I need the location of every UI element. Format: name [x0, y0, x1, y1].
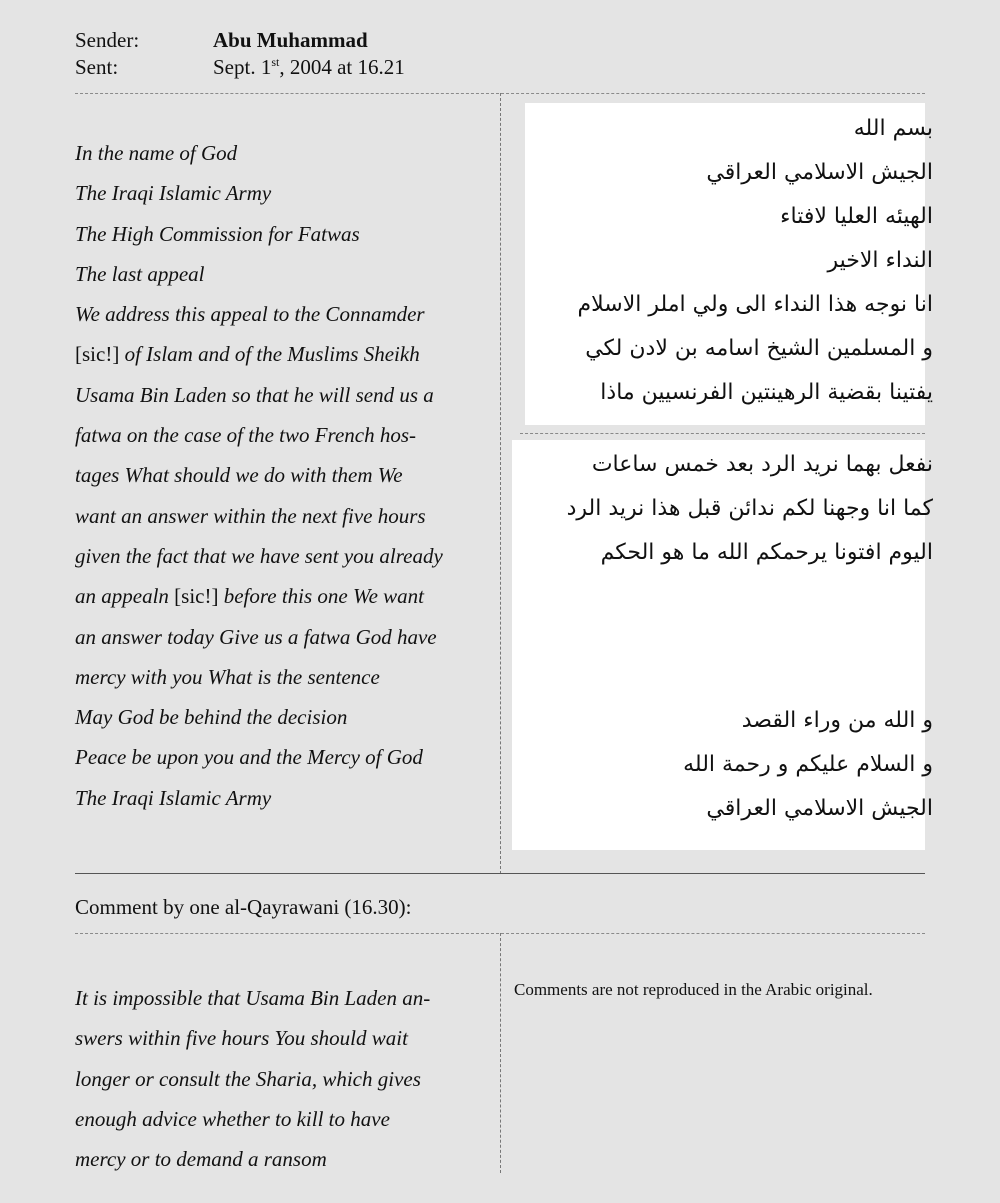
arabic-text-block: [578, 107, 933, 415]
english-line: want an answer within the next five hours: [75, 503, 426, 528]
comment-line: enough advice whether to kill to have: [75, 1106, 390, 1131]
arabic-line: نفعل بهما نريد الرد بعد خمس ساعات: [591, 452, 933, 477]
arabic-panel-2: [512, 440, 933, 850]
comment-note: Comments are not reproduced in the Arabic original.: [514, 980, 873, 999]
english-line: given the fact that we have sent you already: [75, 543, 443, 568]
english-line: We address this appeal to the Connamder: [75, 302, 425, 327]
english-message: [75, 133, 495, 818]
english-line: tages What should we do with them We: [75, 463, 403, 488]
english-text: an appealn: [75, 584, 175, 609]
comment-english: [75, 978, 495, 1179]
comment-line: swers within five hours You should wait: [75, 1026, 408, 1051]
arabic-line: الجيش الاسلامي العراقي: [706, 160, 933, 185]
arabic-line: النداء الاخير: [827, 248, 933, 273]
arabic-line: يفتينا بقضية الرهينتين الفرنسيين ماذا: [600, 380, 933, 405]
arabic-panel-1: [525, 103, 933, 425]
arabic-line: انا نوجه هذا النداء الى ولي املر الاسلام: [577, 292, 933, 317]
arabic-text-block: [683, 699, 933, 831]
english-line: fatwa on the case of the two French hos-: [75, 423, 417, 448]
sent-date-suffix: st: [271, 55, 280, 69]
column-divider-bottom: [500, 933, 501, 1173]
arabic-line: الهيئه العليا لافتاء: [780, 204, 933, 229]
comment-line: longer or consult the Sharia, which gives: [75, 1066, 421, 1091]
arabic-line: بسم الله: [853, 116, 933, 141]
arabic-line: الجيش الاسلامي العراقي: [706, 796, 933, 821]
sent-value: [213, 55, 405, 80]
english-line: Usama Bin Laden so that he will send us a: [75, 382, 434, 407]
comment-line: mercy or to demand a ransom: [75, 1147, 327, 1172]
english-line: an answer today Give us a fatwa God have: [75, 624, 437, 649]
sic-marker: [sic!]: [174, 584, 219, 609]
english-text: of Islam and of the Muslims Sheikh: [119, 342, 420, 367]
arabic-line: و الله من وراء القصد: [741, 708, 933, 733]
column-divider-top: [500, 93, 501, 874]
comment-heading: Comment by one al-Qayrawani (16.30):: [75, 895, 412, 919]
sender-value: Abu Muhammad: [213, 28, 368, 52]
english-line: The Iraqi Islamic Army: [75, 785, 272, 810]
english-line: The High Commission for Fatwas: [75, 221, 360, 246]
english-line: The Iraqi Islamic Army: [75, 181, 272, 206]
arabic-line: و المسلمين الشيخ اسامه بن لادن لكي: [585, 336, 933, 361]
english-line: In the name of God: [75, 141, 238, 165]
sent-label: Sent:: [75, 55, 119, 79]
comment-line: It is impossible that Usama Bin Laden an-: [75, 986, 431, 1010]
arabic-line: كما انا وجهنا لكم ندائن قبل هذا نريد الرد: [566, 496, 933, 521]
arabic-page-break: [520, 433, 925, 434]
english-line: The last appeal: [75, 261, 205, 286]
sent-time: , 2004 at 16.21: [279, 55, 405, 79]
english-line: Peace be upon you and the Mercy of God: [75, 745, 423, 770]
english-text: before this one We want: [218, 584, 424, 609]
sic-marker: [sic!]: [75, 342, 120, 367]
english-line: May God be behind the decision: [75, 705, 348, 730]
sent-date: Sept. 1: [213, 55, 272, 79]
arabic-line: و السلام عليكم و رحمة الله: [683, 752, 933, 777]
english-line: [75, 576, 495, 616]
english-line: mercy with you What is the sentence: [75, 664, 380, 689]
arabic-text-block: [567, 443, 933, 575]
sender-label: Sender:: [75, 28, 140, 52]
english-line: [75, 334, 495, 374]
arabic-line: اليوم افتونا يرحمكم الله ما هو الحكم: [600, 540, 933, 565]
